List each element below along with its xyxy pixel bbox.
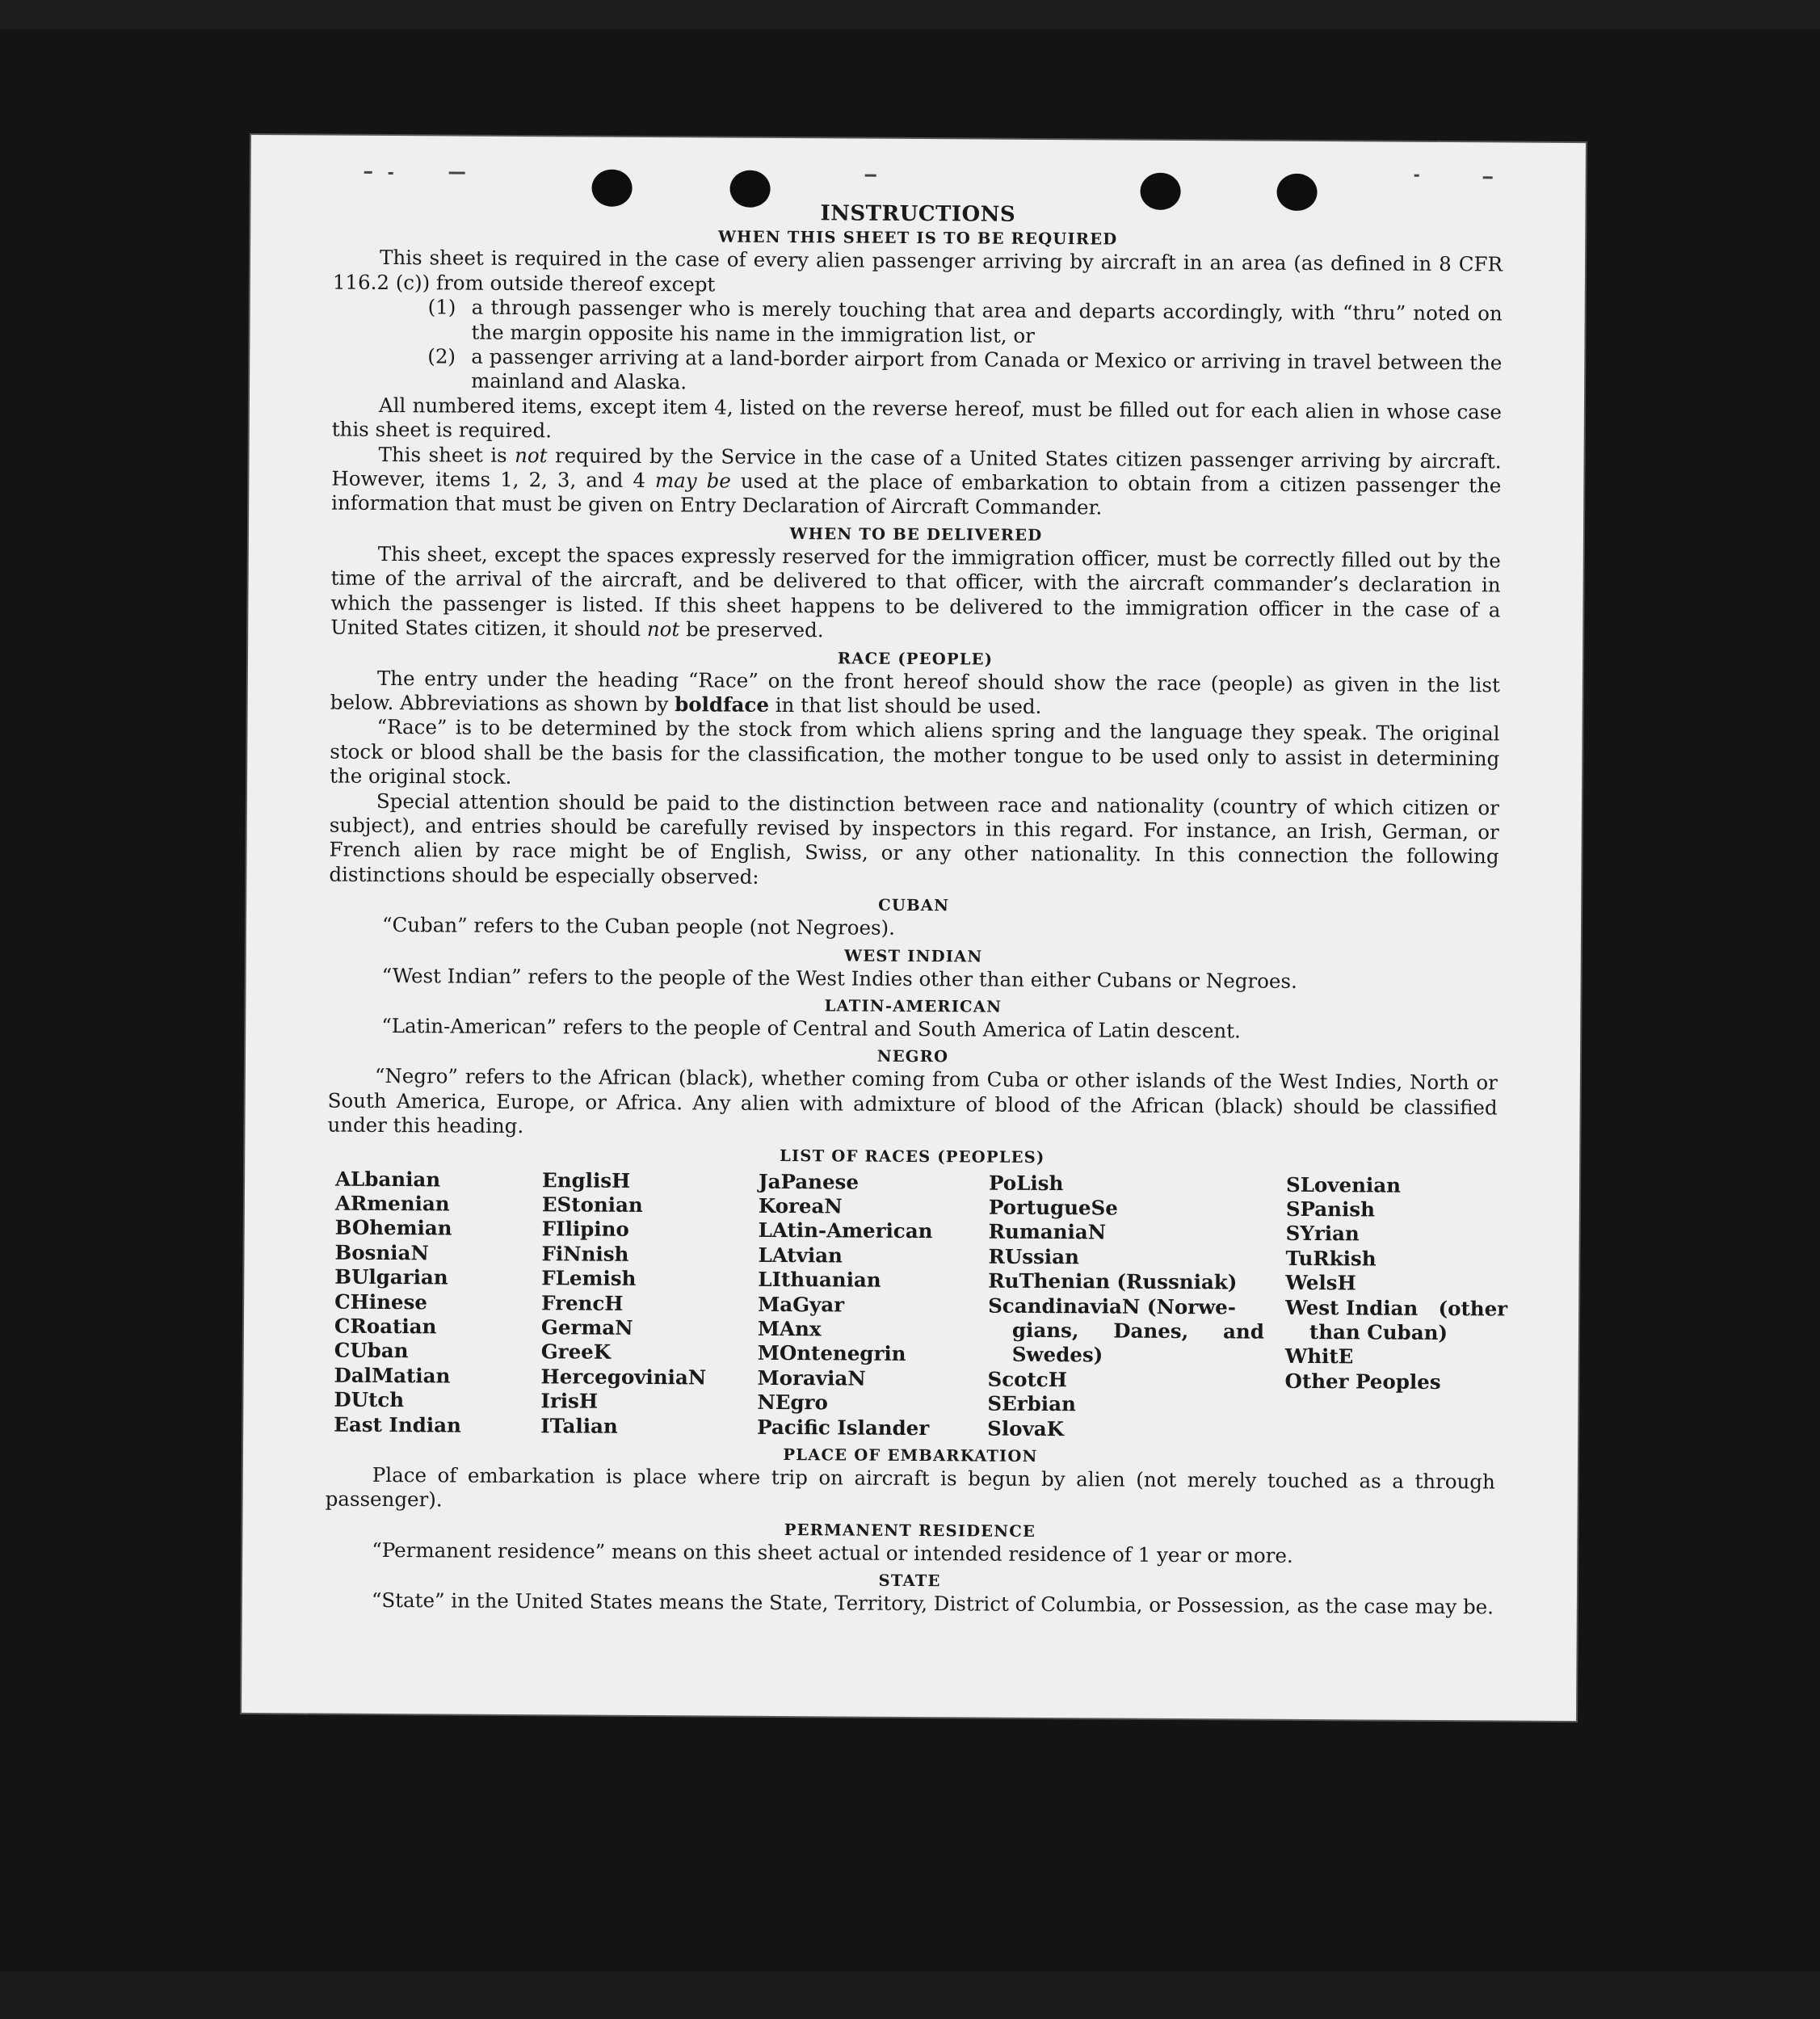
text-run: required by the Service in the case of a United States citizen passenger arriving by aircraft. However, items 1, 2, 3, and 4	[331, 443, 1502, 493]
race-entry: MAnx	[757, 1316, 822, 1341]
race-entry: GreeK	[540, 1340, 612, 1365]
race-entry: LAtin-American	[758, 1218, 933, 1243]
scan-speck	[364, 171, 372, 174]
race-entry: BUlgarian	[334, 1264, 448, 1289]
race-entry: RumaniaN	[988, 1219, 1107, 1244]
race-entry: LIthuanian	[758, 1268, 881, 1292]
race-entry: SlovaK	[987, 1416, 1065, 1441]
section-heading-required: WHEN THIS SHEET IS TO BE REQUIRED	[717, 227, 1118, 249]
west-indian-definition: “West Indian” refers to the people of the West Indies other than either Cubans or Negroes.	[381, 963, 1297, 993]
race-entry: Other Peoples	[1284, 1369, 1441, 1394]
race-para-3: Special attention should be paid to the distinction between race and nationality (country of which citizen or subject), and entries should be carefully revised by inspectors in this regard. For instance, an Irish, German, or French alien by race might be of English, Swiss, or any other nationality. In this connection the following distinctions should be especially observed:	[329, 789, 1500, 889]
required-citizen-note	[331, 442, 1502, 523]
race-entry: BOhemian	[334, 1216, 452, 1240]
text-run: West Indian	[1285, 1295, 1419, 1320]
race-entry: CRoatian	[334, 1314, 437, 1339]
races-group	[1285, 1172, 1508, 1297]
text-run: This sheet, except the spaces expressly reserved for the immigration officer, must be correctly filled out by the time of the arrival of the aircraft, and be delivered to that officer, with the aircraft commander’s declaration in which the passenger is listed. If this sheet happens to be delivered to the immigration officer in the case of a United States citizen, it should	[330, 541, 1501, 641]
section-heading-residence: PERMANENT RESIDENCE	[784, 1520, 1036, 1541]
emphasis: may be	[654, 469, 731, 493]
required-numbered-items: All numbered items, except item 4, listed on the reverse hereof, must be filled out for each alien in whose case this sheet is required.	[331, 393, 1503, 443]
race-para-1	[330, 666, 1500, 722]
race-entry: MoraviaN	[757, 1365, 866, 1390]
race-para-2: “Race” is to be determined by the stock from which aliens spring and the language they speak. The original stock or blood shall be the basis for the classification, the mother tongue to be used only to assist in determining the original stock.	[330, 715, 1500, 789]
text-run: used at the place of embarkation to obtain from a citizen passenger the information that must be given on Entry Declaration of Aircraft Commander.	[331, 469, 1502, 519]
scan-speck	[389, 172, 393, 175]
race-entry: BosniaN	[334, 1240, 429, 1265]
races-column-3	[757, 1169, 989, 1441]
race-entry: IrisH	[540, 1389, 599, 1413]
race-entry: LAtvian	[758, 1243, 843, 1268]
text-run: This sheet is	[378, 442, 515, 467]
race-entry: EStonian	[541, 1192, 643, 1217]
exception-item	[332, 344, 1502, 401]
race-entry: GermaN	[540, 1315, 633, 1340]
section-heading-negro: NEGRO	[876, 1047, 949, 1066]
race-entry: EnglisH	[541, 1167, 631, 1192]
race-entry: SYrian	[1285, 1222, 1360, 1246]
race-entry	[1285, 1295, 1507, 1321]
race-entry: CUban	[334, 1339, 409, 1363]
scan-speck	[449, 171, 465, 174]
race-entry: DUtch	[334, 1387, 405, 1412]
exception-text: a passenger arriving at a land-border airport from Canada or Mexico or arriving in travel between the mainland and Alaska.	[471, 344, 1503, 394]
latin-american-definition: “Latin-American” refers to the people of Central and South America of Latin descent.	[381, 1013, 1241, 1043]
scan-speck	[1414, 175, 1419, 177]
section-heading-state: STATE	[878, 1571, 941, 1591]
required-intro: This sheet is required in the case of every alien passenger arriving by aircraft in an area (as defined in 8 CFR 116.2 (c)) from outside thereof except	[332, 246, 1503, 297]
races-group	[988, 1171, 1286, 1295]
race-entry-continued	[988, 1319, 1285, 1345]
embarkation-definition: Place of embarkation is place where trip on aircraft is begun by alien (not merely touched as a through passenger).	[325, 1462, 1495, 1512]
race-entry: SLovenian	[1285, 1172, 1402, 1197]
race-entry: SPanish	[1285, 1197, 1376, 1222]
section-heading-delivered: WHEN TO BE DELIVERED	[789, 524, 1043, 545]
race-entry: FIlipino	[541, 1217, 629, 1242]
race-entry: HercegoviniaN	[540, 1365, 707, 1390]
race-entry: WelsH	[1285, 1271, 1356, 1295]
race-entry: ScandinaviaN (Norwe-	[988, 1293, 1237, 1319]
race-entry: SErbian	[987, 1391, 1076, 1416]
cuban-definition: “Cuban” refers to the Cuban people (not Negroes).	[381, 913, 896, 940]
instructions-text	[325, 199, 1508, 1621]
race-entry: Pacific Islander	[757, 1415, 930, 1440]
delivered-text	[330, 541, 1501, 646]
races-column-5	[1284, 1172, 1508, 1444]
race-entry: MaGyar	[758, 1292, 845, 1317]
text-run: be preserved.	[679, 617, 824, 642]
race-entry: KoreaN	[758, 1193, 843, 1218]
exception-text: a through passenger who is merely touching that area and departs accordingly, with “thru” noted on the margin opposite his name in the immigration list, or	[471, 295, 1503, 347]
races-group	[1284, 1344, 1507, 1394]
scan-speck	[1483, 176, 1493, 179]
races-list	[334, 1167, 1508, 1444]
race-entry: RuThenian (Russniak)	[988, 1268, 1238, 1294]
exception-item	[332, 295, 1502, 351]
race-entry: ALbanian	[335, 1167, 441, 1192]
text-run: The entry under the heading “Race” on the front hereof should show the race (people) as given in the list below. Abbreviations as shown by	[330, 666, 1500, 717]
race-entry: MOntenegrin	[757, 1341, 906, 1366]
section-heading-west-indian: WEST INDIAN	[844, 946, 983, 966]
scan-speck	[865, 175, 876, 177]
races-column-2	[540, 1168, 759, 1440]
race-entry: NEgro	[757, 1390, 828, 1415]
section-heading-race: RACE (PEOPLE)	[837, 648, 994, 669]
races-column-1	[334, 1167, 542, 1438]
race-entry-continued: than Cuban)	[1309, 1320, 1448, 1345]
scan-border-bottom	[0, 1971, 1820, 2019]
race-entry: East Indian	[334, 1412, 461, 1437]
race-entry: FiNnish	[541, 1242, 629, 1266]
text-run: gians,	[1011, 1318, 1079, 1343]
instruction-sheet	[242, 135, 1586, 1721]
emphasis: not	[646, 617, 680, 641]
race-entry: FLemish	[541, 1266, 637, 1291]
race-entry: FrencH	[541, 1290, 624, 1315]
race-entry: WhitE	[1284, 1344, 1354, 1369]
race-entry: JaPanese	[758, 1169, 860, 1194]
section-heading-embarkation: PLACE OF EMBARKATION	[783, 1445, 1038, 1466]
state-definition: “State” in the United States means the State, Territory, District of Columbia, or Possession, as the case may be.	[371, 1588, 1494, 1619]
section-heading-races-list: LIST OF RACES (PEOPLES)	[780, 1146, 1045, 1167]
race-entry-continued: Swedes)	[1011, 1343, 1103, 1367]
scan-border-top	[0, 0, 1820, 29]
race-entry: RUssian	[988, 1244, 1079, 1269]
text-run: and	[1223, 1319, 1265, 1344]
race-entry: CHinese	[334, 1289, 427, 1314]
residence-definition: “Permanent residence” means on this sheet actual or intended residence of 1 year or more.	[372, 1537, 1293, 1567]
races-column-4	[987, 1171, 1286, 1443]
race-entry: ARmenian	[334, 1191, 450, 1216]
emphasis: not	[515, 443, 548, 467]
text-run: (other	[1438, 1296, 1508, 1321]
race-entry: PortugueSe	[988, 1195, 1118, 1220]
races-group	[987, 1367, 1285, 1442]
bold-word: boldface	[675, 692, 770, 717]
negro-definition: “Negro” refers to the African (black), whether coming from Cuba or other islands of the West Indies, North or South America, Europe, or Africa. Any alien with admixture of blood of the African (black) should be classified under this heading.	[327, 1064, 1498, 1138]
text-run: in that list should be used.	[768, 692, 1042, 718]
section-heading-cuban: CUBAN	[878, 895, 950, 915]
exception-number: (2)	[427, 344, 456, 368]
race-entry: ScotcH	[987, 1367, 1068, 1392]
race-entry: TuRkish	[1285, 1246, 1377, 1271]
page-title: INSTRUCTIONS	[820, 201, 1016, 227]
exception-number: (1)	[427, 295, 456, 319]
race-entry: PoLish	[988, 1171, 1064, 1195]
race-entry: DalMatian	[334, 1363, 451, 1388]
text-run: Danes,	[1113, 1319, 1189, 1344]
section-heading-latin-american: LATIN-AMERICAN	[824, 996, 1002, 1016]
race-entry: ITalian	[540, 1413, 618, 1438]
